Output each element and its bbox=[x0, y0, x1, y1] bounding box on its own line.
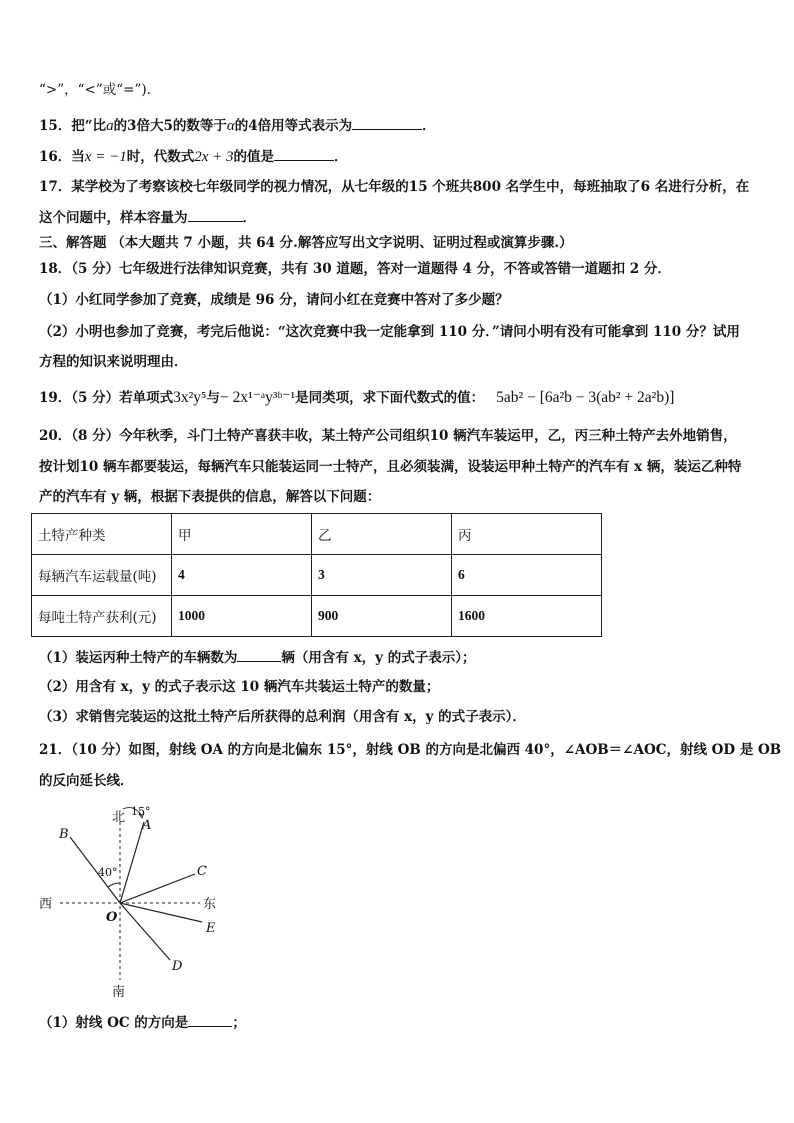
question-15 bbox=[39, 115, 436, 136]
question-20-line2: 按计划10 辆车都要装运，每辆汽车只能装运同一士特产，且必须装满，设装运甲种土特产的汽车有 x 辆，装运乙种特 bbox=[39, 459, 742, 475]
q15-end: ． bbox=[422, 118, 436, 134]
q17-line2: 这个问题中，样本容量为 bbox=[39, 210, 188, 226]
q17-end: ． bbox=[242, 210, 256, 226]
table-cell: 1600 bbox=[452, 596, 602, 637]
section-heading: 三、解答题 （本大题共 7 小题，共 64 分.解答应写出文字说明、证明过程或演算步骤.） bbox=[39, 235, 573, 251]
question-20: 20．（8 分）今年秋季，斗门土特产喜获丰收，某土特产公司组织10 辆汽车装运甲，乙，丙三种土特产去外地销售， bbox=[39, 428, 737, 444]
q20-p1-b: 辆（用含有 x，y 的式子表示）； bbox=[281, 650, 476, 666]
q19-monomial-2: − 2x¹⁻ᵃy³ᵇ⁻¹ bbox=[219, 389, 296, 406]
q16-text-b: 时，代数式 bbox=[126, 149, 195, 165]
table-cell: 6 bbox=[452, 555, 602, 596]
table-header: 土特产种类 bbox=[32, 514, 172, 555]
table-row bbox=[32, 596, 602, 637]
q19-text-b: 与 bbox=[206, 390, 220, 406]
question-21: 21．（10 分）如图，射线 OA 的方向是北偏东 15°，射线 OB 的方向是北偏西 40°，∠AOB＝∠AOC，射线 OD 是 OB bbox=[39, 742, 782, 758]
table-cell: 3 bbox=[312, 555, 452, 596]
question-17-line2 bbox=[39, 207, 256, 228]
q16-condition: x = −1 bbox=[84, 149, 127, 165]
point-b-label: B bbox=[59, 827, 69, 842]
question-number: 17． bbox=[39, 179, 72, 195]
table-row bbox=[32, 555, 602, 596]
ray-od bbox=[120, 903, 170, 960]
answer-blank[interactable] bbox=[188, 1012, 232, 1027]
q18-part-2-cont: 方程的知识来说明理由． bbox=[39, 354, 188, 370]
q18-part-2: （2）小明也参加了竞赛，考完后他说：“这次竞赛中我一定能拿到 110 分．”请问小明有没有可能拿到 110 分？试用 bbox=[39, 324, 740, 340]
south-label: 南 bbox=[112, 985, 126, 1000]
north-label: 北 bbox=[112, 810, 126, 825]
q21-part-1 bbox=[39, 1012, 246, 1033]
question-19 bbox=[39, 388, 674, 408]
q19-text-c: 是同类项，求下面代数式的值： bbox=[295, 390, 485, 406]
direction-diagram bbox=[30, 800, 250, 1000]
q18-part-1: （1）小红同学参加了竞赛，成绩是 96 分，请问小红在竞赛中答对了多少题？ bbox=[39, 292, 509, 308]
angle-40-arc bbox=[108, 883, 120, 887]
q20-part-3: （3）求销售完装运的这批土特产后所获得的总利润（用含有 x，y 的式子表示）． bbox=[39, 709, 526, 725]
q21-p1-a: （1）射线 OC 的方向是 bbox=[39, 1015, 189, 1031]
continued-text: “>”，“<”或“=”). bbox=[39, 82, 151, 98]
q16-text-a: 当 bbox=[71, 149, 85, 165]
question-21-line2: 的反向延长线． bbox=[39, 773, 134, 789]
q19-number: 19．（5 分）若单项式 bbox=[39, 390, 174, 406]
table-header-row bbox=[32, 514, 602, 555]
point-d-label: D bbox=[172, 959, 183, 974]
answer-blank[interactable] bbox=[274, 146, 334, 161]
west-label: 西 bbox=[39, 897, 53, 912]
q20-p1-a: （1）装运丙种土特产的车辆数为 bbox=[39, 650, 238, 666]
question-17 bbox=[39, 177, 749, 197]
table-cell: 1000 bbox=[172, 596, 312, 637]
table-cell: 4 bbox=[172, 555, 312, 596]
q16-text-c: 的值是 bbox=[233, 149, 274, 165]
q20-part-2: （2）用含有 x，y 的式子表示这 10 辆汽车共装运土特产的数量； bbox=[39, 679, 440, 695]
q15-text-c: 的4倍用等式表示为 bbox=[234, 118, 353, 134]
q15-text-a: 把“比 bbox=[71, 118, 107, 134]
table-header: 甲 bbox=[172, 514, 312, 555]
question-number: 16． bbox=[39, 149, 72, 165]
table-cell: 每吨土特产获利(元) bbox=[32, 596, 172, 637]
ray-oe bbox=[120, 903, 202, 922]
question-18: 18．（5 分）七年级进行法律知识竞赛，共有 30 道题，答对一道题得 4 分，不答或答错一道题扣 2 分． bbox=[39, 261, 671, 277]
table-header: 丙 bbox=[452, 514, 602, 555]
point-c-label: C bbox=[197, 864, 207, 879]
table-cell: 900 bbox=[312, 596, 452, 637]
question-number: 15． bbox=[39, 118, 72, 134]
east-label: 东 bbox=[203, 897, 217, 912]
table-cell: 每辆汽车运载量(吨) bbox=[32, 555, 172, 596]
var-alpha: α bbox=[226, 118, 235, 134]
answer-blank[interactable] bbox=[352, 115, 422, 130]
origin-label: O bbox=[106, 910, 118, 925]
table-header: 乙 bbox=[312, 514, 452, 555]
angle-40-label: 40° bbox=[98, 866, 118, 879]
ray-oc bbox=[120, 874, 195, 903]
q15-text-b: 的3倍大5的数等于 bbox=[113, 118, 227, 134]
q16-expression: 2x + 3 bbox=[194, 149, 234, 165]
question-16 bbox=[39, 146, 347, 167]
q16-end: ． bbox=[333, 149, 348, 165]
answer-blank[interactable] bbox=[188, 207, 243, 222]
ray-oa bbox=[120, 822, 144, 903]
point-a-label: A bbox=[142, 818, 152, 833]
q19-expression: 5ab² − [6a²b − 3(ab² + 2a²b)] bbox=[496, 389, 675, 406]
point-e-label: E bbox=[206, 921, 216, 936]
question-20-line3: 产的汽车有 y 辆，根据下表提供的信息，解答以下问题： bbox=[39, 489, 381, 505]
q21-p1-b: ； bbox=[232, 1015, 246, 1031]
var-a: a bbox=[106, 118, 114, 134]
answer-blank[interactable] bbox=[237, 647, 281, 662]
specialty-table bbox=[31, 513, 602, 637]
q19-monomial-1: 3x²y⁵ bbox=[173, 389, 207, 406]
angle-15-label: 15° bbox=[131, 805, 151, 818]
q17-line1: 某学校为了考察该校七年级同学的视力情况，从七年级的15 个班共800 名学生中，每班抽取了6 名进行分析，在 bbox=[71, 179, 750, 195]
q20-part-1 bbox=[39, 647, 475, 668]
